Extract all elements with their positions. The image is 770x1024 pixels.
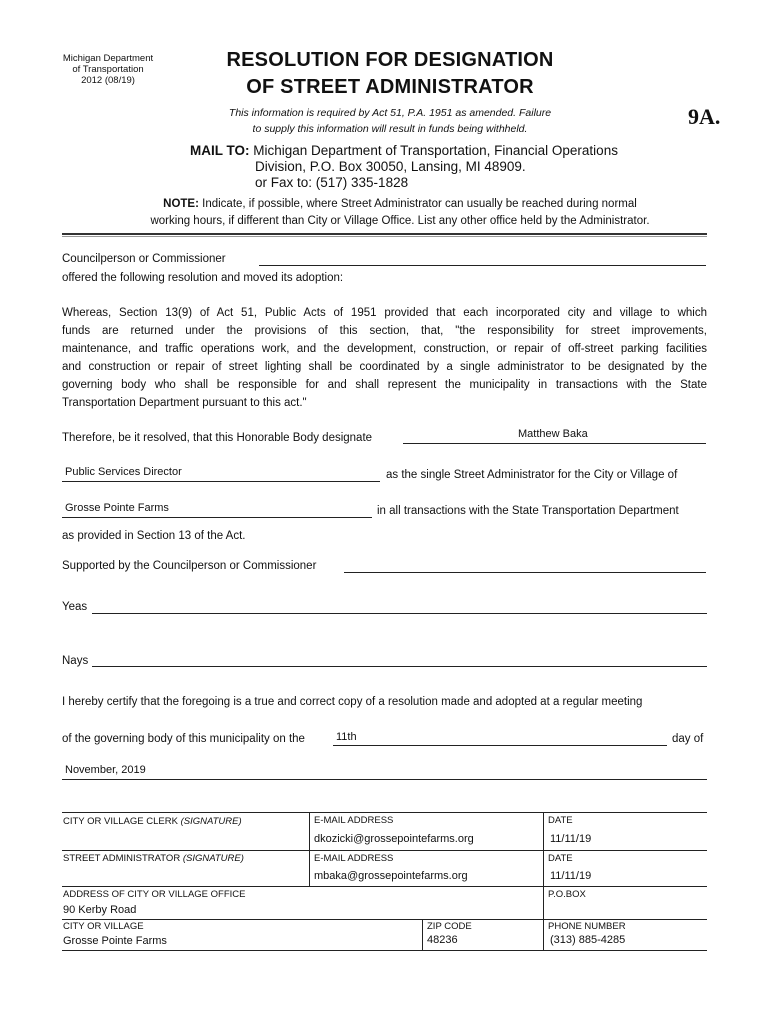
notice-line-2: to supply this information will result in funds being withheld.: [252, 123, 528, 135]
transactions-text: in all transactions with the State Transportation Department: [377, 505, 679, 517]
agency-subname: of Transportation: [72, 64, 144, 75]
phone-value[interactable]: (313) 885-4285: [550, 934, 626, 946]
supported-field[interactable]: [344, 557, 706, 573]
mail-to-label: MAIL TO:: [190, 143, 250, 158]
whereas-line: Whereas, Section 13(9) of Act 51, Public Acts of 1951 provided that each incorporated city and village to which: [62, 307, 707, 319]
admin-signature-label: [63, 853, 244, 864]
whereas-line: maintenance, and traffic operations work, and the development, construction, or repair of off-street parking facilities: [62, 343, 707, 355]
whereas-line: and construction or repair of street lighting shall be coordinated by a single administrator to be designated by the: [62, 361, 707, 373]
designee-name: Matthew Baka: [518, 428, 588, 440]
section-text: as provided in Section 13 of the Act.: [62, 530, 246, 542]
note-line-1: Indicate, if possible, where Street Administrator can usually be reached during normal: [202, 198, 637, 210]
header-divider-shadow: [62, 236, 707, 237]
whereas-last-line: Transportation Department pursuant to this act.": [62, 397, 307, 409]
clerk-email[interactable]: dkozicki@grossepointefarms.org: [314, 833, 474, 845]
whereas-line: governing body who shall be responsible for and shall represent the municipality in transactions with the State: [62, 379, 707, 391]
pobox-field[interactable]: [550, 904, 700, 918]
mail-to-block: [190, 143, 618, 159]
nays-field[interactable]: [92, 652, 707, 667]
title-line-1: RESOLUTION FOR DESIGNATION: [226, 49, 554, 71]
admin-date-label: DATE: [548, 853, 573, 864]
admin-email-label: E-MAIL ADDRESS: [314, 853, 394, 864]
councilperson-field[interactable]: [259, 250, 706, 266]
day-value: 11th: [336, 731, 357, 743]
clerk-email-label: E-MAIL ADDRESS: [314, 815, 394, 826]
day-of-label: day of: [672, 733, 704, 745]
yeas-field[interactable]: [92, 598, 707, 614]
designee-name-field[interactable]: [403, 425, 706, 444]
month-year-value: November, 2019: [65, 764, 146, 776]
note-block: [100, 196, 700, 230]
day-field[interactable]: [333, 729, 667, 746]
month-year-field[interactable]: [62, 762, 707, 780]
mail-to-line-2: Division, P.O. Box 30050, Lansing, MI 48909.: [255, 159, 526, 174]
supported-label: Supported by the Councilperson or Commissioner: [62, 560, 317, 572]
zip-value[interactable]: 48236: [427, 934, 458, 946]
admin-email[interactable]: mbaka@grossepointefarms.org: [314, 870, 468, 882]
designee-title-field[interactable]: [62, 464, 380, 482]
mail-to-fax: or Fax to: (517) 335-1828: [255, 175, 409, 190]
admin-date[interactable]: 11/11/19: [550, 870, 592, 882]
clerk-date-label: DATE: [548, 815, 573, 826]
admin-label-text: STREET ADMINISTRATOR: [63, 853, 181, 864]
municipality-name: Grosse Pointe Farms: [65, 502, 169, 514]
designee-title: Public Services Director: [65, 466, 182, 478]
municipality-field[interactable]: [62, 500, 372, 518]
address-label: ADDRESS OF CITY OR VILLAGE OFFICE: [63, 889, 246, 900]
agency-block: [52, 53, 164, 86]
signature-hint: (SIGNATURE): [180, 816, 242, 827]
certify-text: I hereby certify that the foregoing is a true and correct copy of a resolution made and adopted at a regular meeting: [62, 696, 643, 708]
signature-hint: (SIGNATURE): [182, 853, 244, 864]
whereas-line: funds are returned under the provisions of this section, that, "the responsibility for street improvements,: [62, 325, 707, 337]
phone-label: PHONE NUMBER: [548, 921, 626, 932]
header-divider: [62, 233, 707, 235]
mail-to-line-1: Michigan Department of Transportation, Financial Operations: [253, 143, 618, 158]
governing-label: of the governing body of this municipality on the: [62, 733, 305, 745]
form-title: [160, 49, 620, 99]
address-value[interactable]: 90 Kerby Road: [63, 904, 137, 916]
single-admin-text: as the single Street Administrator for the City or Village of: [386, 469, 678, 481]
clerk-signature-field[interactable]: [63, 832, 303, 848]
yeas-label: Yeas: [62, 601, 88, 613]
form-revision: 2012 (08/19): [81, 75, 135, 86]
therefore-label: Therefore, be it resolved, that this Honorable Body designate: [62, 432, 373, 444]
note-label: NOTE:: [163, 198, 199, 210]
offered-text: offered the following resolution and moved its adoption:: [62, 272, 344, 284]
admin-signature-field[interactable]: [63, 868, 303, 884]
funding-notice: [160, 105, 620, 137]
notice-line-1: This information is required by Act 51, P.A. 1951 as amended. Failure: [228, 107, 552, 119]
city-value[interactable]: Grosse Pointe Farms: [63, 935, 167, 947]
whereas-paragraph: [62, 304, 707, 412]
councilperson-label: Councilperson or Commissioner: [62, 253, 226, 265]
title-line-2: OF STREET ADMINISTRATOR: [246, 76, 534, 98]
note-line-2: working hours, if different than City or Village Office. List any other office held by the Administrator.: [150, 215, 650, 227]
nays-label: Nays: [62, 655, 89, 667]
agency-name: Michigan Department: [62, 53, 154, 64]
clerk-date[interactable]: 11/11/19: [550, 833, 592, 845]
city-label: CITY OR VILLAGE: [63, 921, 144, 932]
form-number: 9A.: [688, 104, 721, 129]
zip-label: ZIP CODE: [427, 921, 472, 932]
clerk-label-text: CITY OR VILLAGE CLERK: [63, 816, 178, 827]
clerk-signature-label: [63, 816, 242, 827]
pobox-label: P.O.BOX: [548, 889, 586, 900]
